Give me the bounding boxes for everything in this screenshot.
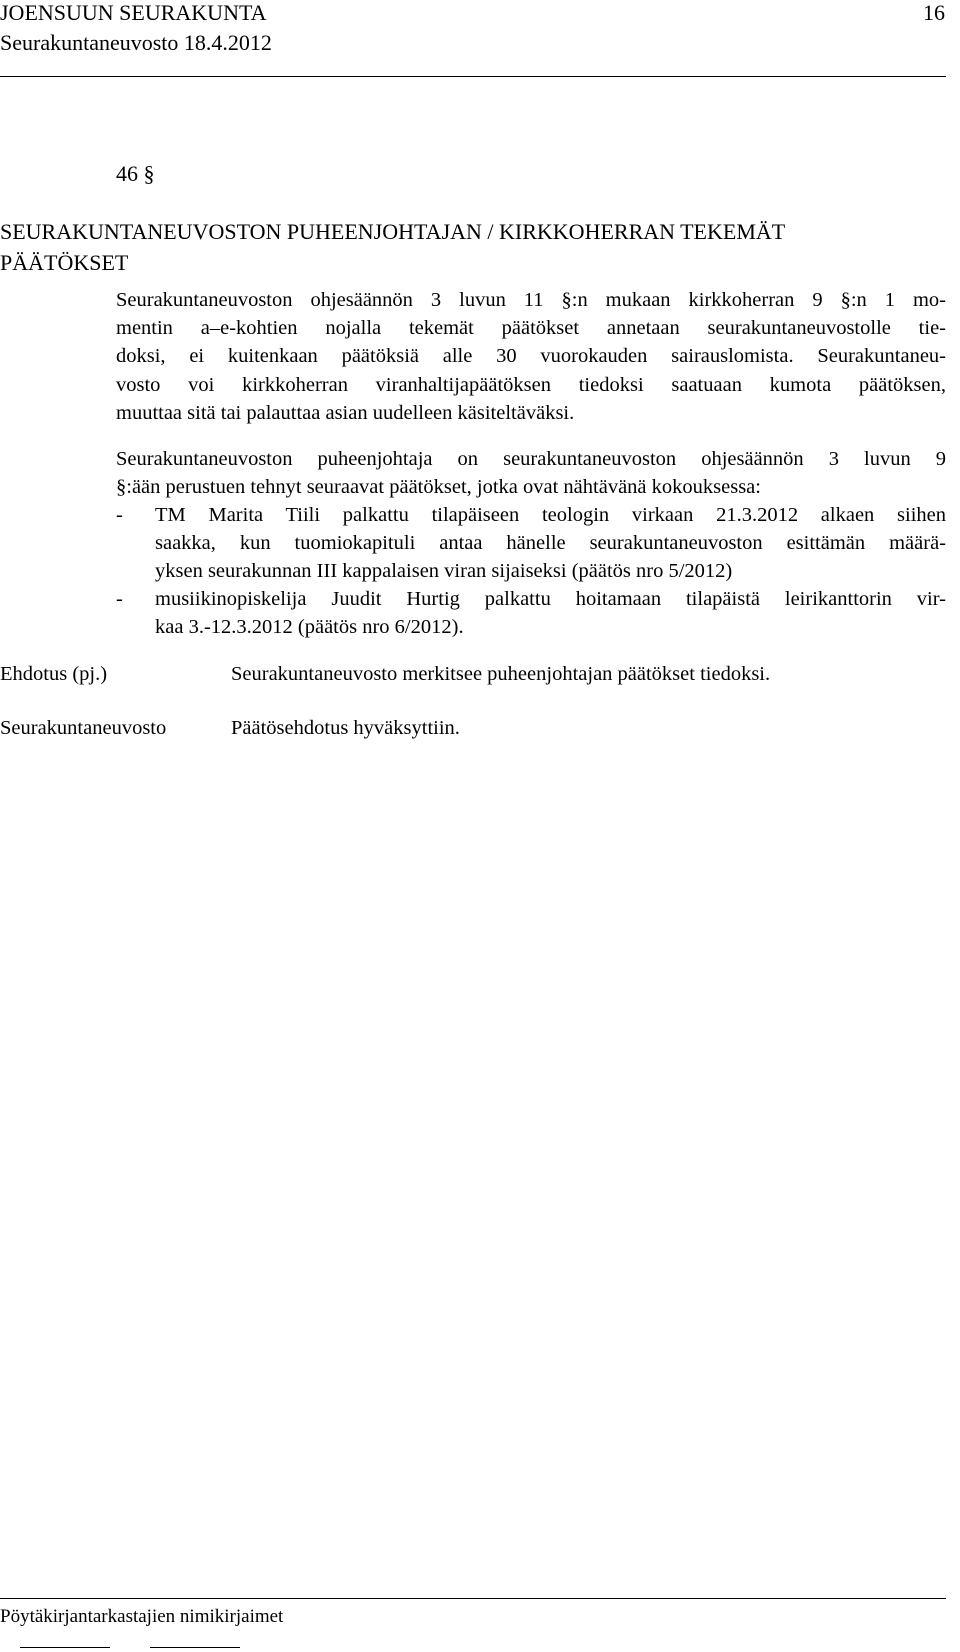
proposal-label: Ehdotus (pj.) (0, 663, 108, 685)
decision-text (155, 585, 946, 641)
paragraph-line: Seurakuntaneuvoston ohjesäännön 3 luvun 11 §:n mukaan kirkkoherran 9 §:n 1 mo- (116, 289, 946, 311)
paragraph-line: §:ään perustuen tehnyt seuraavat päätökset, jotka ovat nähtävänä kokouksessa: (116, 476, 761, 499)
organization-name: JOENSUUN SEURAKUNTA (0, 0, 267, 25)
decision-item (0, 585, 946, 642)
meeting-date: Seurakuntaneuvosto 18.4.2012 (0, 30, 272, 55)
paragraph-regulation (116, 286, 946, 427)
paragraph-line: muuttaa sitä tai palauttaa asian uudelleen käsiteltäväksi. (116, 401, 575, 424)
signature-line (20, 1647, 110, 1648)
paragraph-line: mentin a–e-kohtien nojalla tekemät päätökset annetaan seurakuntaneuvostolle tie- (116, 317, 946, 340)
proposal-text: Seurakuntaneuvosto merkitsee puheenjohtajan päätökset tiedoksi. (231, 663, 771, 685)
paragraph-line: Seurakuntaneuvoston puheenjohtaja on seurakuntaneuvoston ohjesäännön 3 luvun 9 (116, 448, 946, 470)
page-number: 16 (923, 0, 945, 25)
section-title-line: PÄÄTÖKSET (0, 250, 129, 275)
decision-line: kaa 3.-12.3.2012 (päätös nro 6/2012). (155, 616, 464, 639)
decision-item (0, 501, 946, 586)
decision-line: saakka, kun tuomiokapituli antaa hänelle seurakuntaneuvoston esittämän määrä- (155, 532, 946, 555)
paragraph-line: vosto voi kirkkoherran viranhaltijapäätöksen tiedoksi saatuaan kumota päätöksen, (116, 373, 946, 396)
decision-line: musiikinopiskelija Juudit Hurtig palkattu hoitamaan tilapäistä leirikanttorin vir- (155, 588, 946, 610)
footer-divider (0, 1598, 946, 1599)
paragraph-line: doksi, ei kuitenkaan päätöksiä alle 30 vuorokauden sairauslomista. Seurakuntaneu- (116, 345, 946, 368)
decision-text (155, 501, 946, 586)
section-number: 46 § (116, 161, 155, 186)
header-divider (0, 76, 946, 77)
signature-line (150, 1647, 240, 1648)
resolution-text: Päätösehdotus hyväksyttiin. (231, 717, 460, 739)
resolution-label: Seurakuntaneuvosto (0, 717, 167, 739)
paragraph-decisions-intro (116, 445, 946, 501)
list-bullet: - (116, 588, 123, 610)
section-title (0, 216, 785, 278)
section-title-line: SEURAKUNTANEUVOSTON PUHEENJOHTAJAN / KIRKKOHERRAN TEKEMÄT (0, 219, 786, 244)
decision-line: TM Marita Tiili palkattu tilapäiseen teologin virkaan 21.3.2012 alkaen siihen (155, 504, 946, 526)
footer-label: Pöytäkirjantarkastajien nimikirjaimet (0, 1606, 284, 1627)
list-bullet: - (116, 504, 123, 526)
decision-line: yksen seurakunnan III kappalaisen viran sijaiseksi (päätös nro 5/2012) (155, 560, 733, 583)
